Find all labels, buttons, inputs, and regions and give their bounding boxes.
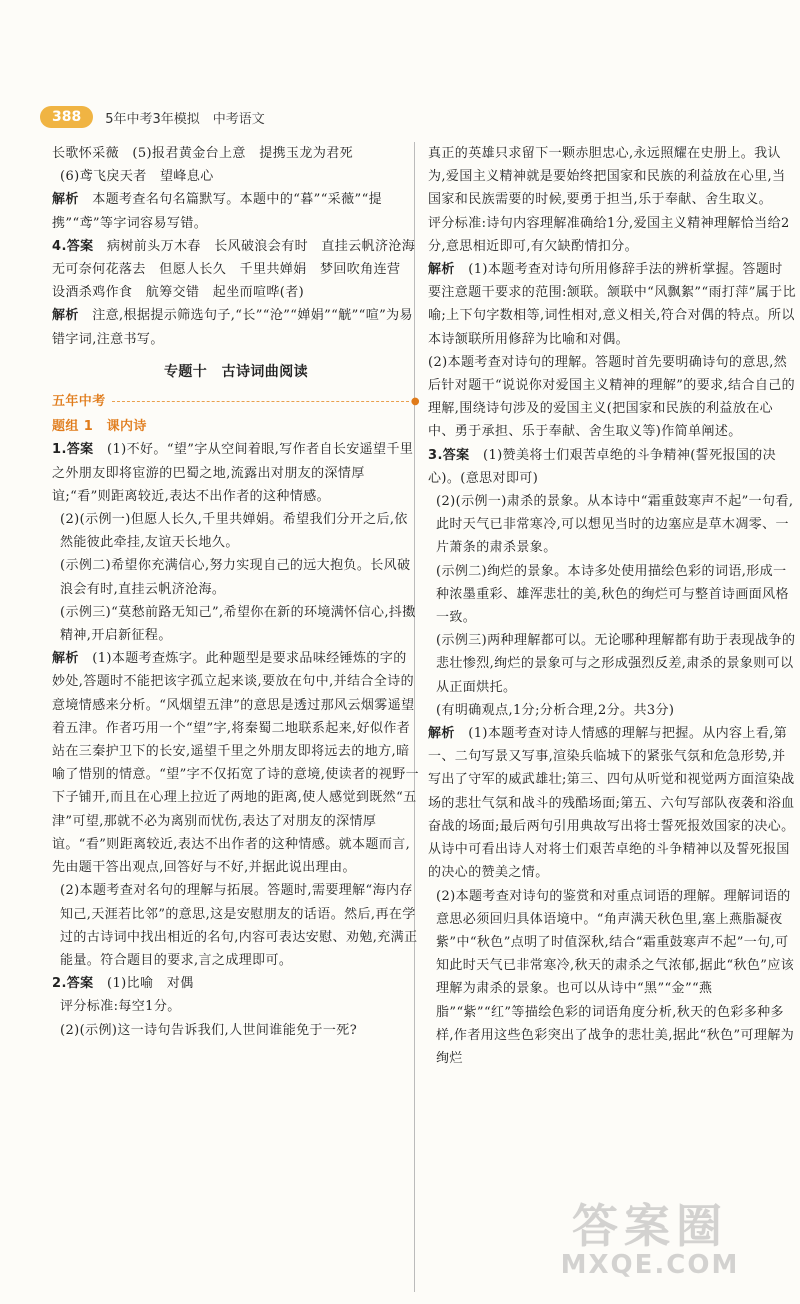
answer-label: 1.答案 <box>52 442 94 458</box>
group-label: 题组 1 课内诗 <box>52 419 147 435</box>
analysis-label: 解析 <box>52 651 79 667</box>
section-label: 五年中考 <box>52 394 106 410</box>
text-paragraph: (示例二)绚烂的景象。本诗多处使用描绘色彩的词语,形成一种浓墨重彩、雄浑悲壮的美,秋色的绚烂可与整首诗画面风格一致。 <box>436 563 789 626</box>
text-paragraph: (2)本题考查对诗句的鉴赏和对重点词语的理解。理解词语的意思必须回归具体语境中。“角声满天秋色里,塞上燕脂凝夜紫”中“秋色”点明了时值深秋,结合“霜重鼓寒声不起”一句,可知此时天气已非常寒冷,秋天的肃杀之气浓郁,据此“秋色”应该理解为肃杀的景象。也可以从诗中“黑”“金”“燕脂”“紫”“红”等描绘色彩的词语角度分析,秋天的色彩多种多样,作者用这些色彩突出了战争的悲壮美,据此“秋色”可理解为绚烂 <box>436 888 795 1066</box>
answer-paragraph: 4.答案 病树前头万木春 长风破浪会有时 直挂云帆济沧海 无可奈何花落去 但愿人长久 千里共婵娟 梦回吹角连营 设酒杀鸡作食 航筹交错 起坐而喧哗(者) <box>52 238 429 301</box>
text-paragraph: (2)(示例一)肃杀的景象。从本诗中“霜重鼓寒声不起”一句看,此时天气已非常寒冷,可以想见当时的边塞应是草木凋零、一片萧条的肃杀景象。 <box>436 494 794 556</box>
section-header <box>52 390 420 413</box>
text-line: (有明确观点,1分;分析合理,2分。共3分) <box>436 702 675 718</box>
answer-label: 2.答案 <box>52 976 94 992</box>
text-paragraph: 真正的英雄只求留下一颗赤胆忠心,永远照耀在史册上。我认为,爱国主义精神就是要始终把国家和民族的利益放在心里,当国家和民族需要的时候,要勇于担当,乐于奉献、舍生取义。 <box>428 146 786 208</box>
text-line: 长歌怀采薇 (5)报君黄金台上意 提携玉龙为君死 <box>52 146 354 161</box>
section-dot-icon: ● <box>410 396 420 408</box>
answer-paragraph: 3.答案 (1)赞美将士们艰苦卓绝的斗争精神(誓死报国的决心)。(意思对即可) <box>428 447 777 486</box>
text-paragraph: (2)(示例一)但愿人长久,千里共婵娟。希望我们分开之后,依然能彼此牵挂,友谊天长地久。 <box>60 512 408 551</box>
analysis-label: 解析 <box>52 308 79 324</box>
analysis-paragraph: 解析 本题考查名句名篇默写。本题中的“暮”“采薇”“提携”“鸢”等字词容易写错。 <box>52 192 383 231</box>
text-paragraph: (2)本题考查对诗句的理解。答题时首先要明确诗句的意思,然后针对题干“说说你对爱国主义精神的理解”的要求,结合自己的理解,围绕诗句涉及的爱国主义(把国家和民族的利益放在心中、勇于承担、乐于奉献、舍生取义等)作简单阐述。 <box>428 354 796 440</box>
text-paragraph: (示例三)两种理解都可以。无论哪种理解都有助于表现战争的悲壮惨烈,绚烂的景象可与之形成强烈反差,肃杀的景象则可以从正面烘托。 <box>436 633 796 695</box>
analysis-paragraph: 解析 注意,根据提示筛选句子,“长”“沧”“婵娟”“觥”“喧”为易错字词,注意书写。 <box>52 308 413 347</box>
watermark-logo <box>520 1190 780 1280</box>
text-line: 评分标准:每空1分。 <box>60 999 181 1015</box>
analysis-paragraph: 解析 (1)本题考查对诗句所用修辞手法的辨析掌握。答题时要注意题干要求的范围:颔联。颔联中“风飘絮”“雨打萍”属于比喻;上下句字数相等,词性相对,意义相关,符合对偶的特点。所以本诗颔联所用修辞为比喻和对偶。 <box>428 262 796 347</box>
analysis-label: 解析 <box>428 726 455 742</box>
answer-label: 3.答案 <box>428 447 470 463</box>
analysis-paragraph: 解析 (1)本题考查炼字。此种题型是要求品味经锤炼的字的妙处,答题时不能把该字孤立起来谈,要放在句中,并结合全诗的意境情感来分析。“风烟望五津”的意思是透过那风云烟雾遥望着五津。作者巧用一个“望”字,将秦蜀二地联系起来,好似作者站在三秦护卫下的长安,遥望千里之外朋友即将远去的地方,暗喻了惜别的情意。“望”字不仅拓宽了诗的意境,使读者的视野一下子铺开,而且在心理上拉近了两地的距离,使人感觉到既然“五津”可望,那就不必为离别而忧伤,表达了对朋友的深情厚谊。“看”则距离较近,表达不出作者的这种情感。就本题而言,先由题干答出观点,回答好与不好,并据此说出理由。 <box>52 651 420 876</box>
watermark-url: MXQE.COM <box>560 1250 740 1280</box>
analysis-paragraph: 解析 (1)本题考查对诗人情感的理解与把握。从内容上看,第一、二句写景又写事,渲染兵临城下的紧张气氛和危急形势,并写出了守军的威武雄壮;第三、四句从听觉和视觉两方面渲染战场的悲壮气氛和战斗的残酷场面;第五、六句写部队夜袭和浴血奋战的场面;最后两句引用典故写出将士誓死报效国家的决心。从诗中可看出诗人对将士们艰苦卓绝的斗争精神以及誓死报国的决心的赞美之情。 <box>428 726 795 881</box>
text-line: (2)(示例)这一诗句告诉我们,人世间谁能免于一死? <box>60 1022 358 1038</box>
text-paragraph: (2)本题考查对名句的理解与拓展。答题时,需要理解“海内存知己,天涯若比邻”的意思,这是安慰朋友的话语。然后,再在学过的古诗词中找出相近的名句,内容可表达安慰、劝勉,充满正能量。符合题目的要求,言之成理即可。 <box>60 883 418 968</box>
answer-label: 4.答案 <box>52 238 94 254</box>
section-rule <box>112 401 409 402</box>
watermark-text: 答案圈 <box>572 1199 728 1253</box>
topic-title: 专题十 古诗词曲阅读 <box>164 363 308 380</box>
analysis-label: 解析 <box>428 262 455 278</box>
text-paragraph: (示例二)希望你充满信心,努力实现自己的远大抱负。长风破浪会有时,直挂云帆济沧海。 <box>60 558 411 597</box>
book-title: 5年中考3年模拟 中考语文 <box>105 111 265 127</box>
page-number-badge: 388 <box>40 106 93 128</box>
page-header <box>40 104 265 130</box>
text-paragraph: 评分标准:诗句内容理解准确给1分,爱国主义精神理解恰当给2分,意思相近即可,有欠缺酌情扣分。 <box>428 215 790 254</box>
answer-paragraph: 1.答案 (1)不好。“望”字从空间着眼,写作者自长安遥望千里之外朋友即将宦游的巴蜀之地,流露出对朋友的深情厚谊;“看”则距离较近,表达不出作者的这种情感。 <box>52 442 414 504</box>
analysis-label: 解析 <box>52 192 79 208</box>
left-column <box>52 142 429 1042</box>
text-paragraph: (示例三)“莫愁前路无知己”,希望你在新的环境满怀信心,抖擞精神,开启新征程。 <box>60 604 416 644</box>
text-line: (6)鸢飞戾天者 望峰息心 <box>60 169 214 185</box>
right-column <box>428 142 796 1070</box>
answer-paragraph: 2.答案 (1)比喻 对偶 <box>52 976 194 992</box>
